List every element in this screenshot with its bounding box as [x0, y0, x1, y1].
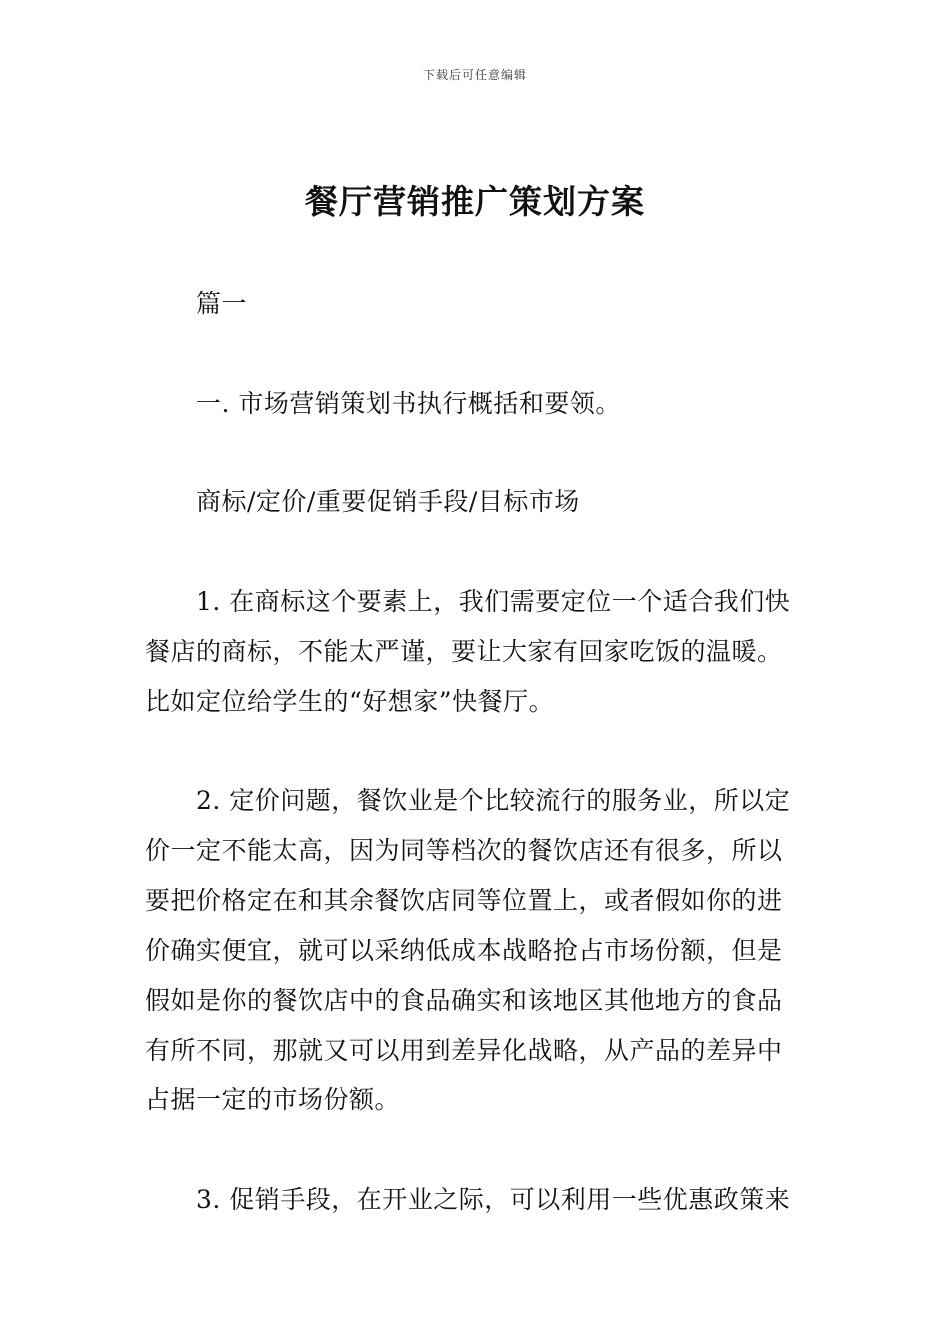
paragraph-line: 餐店的商标，不能太严谨，要让大家有回家吃饭的温暖。: [145, 637, 783, 666]
header-note: 下载后可任意编辑: [422, 68, 527, 82]
document-title: 餐厅营销推广策划方案: [305, 182, 645, 221]
paragraph-line: 价一定不能太高，因为同等档次的餐饮店还有很多，所以: [145, 836, 783, 865]
paragraph-line: 假如是你的餐饮店中的食品确实和该地区其他地方的食品: [145, 986, 783, 1015]
paragraph-line: 2. 定价问题，餐饮业是个比较流行的服务业，所以定: [196, 786, 791, 815]
paragraph-line: 要把价格定在和其余餐饮店同等位置上，或者假如你的进: [145, 886, 783, 915]
paragraph-line: 价确实便宜，就可以采纳低成本战略抢占市场份额，但是: [145, 936, 783, 965]
paragraph-line: 1. 在商标这个要素上，我们需要定位一个适合我们快: [196, 587, 791, 616]
section-label: 篇一: [196, 289, 248, 318]
paragraph-line: 3. 促销手段，在开业之际，可以利用一些优惠政策来: [196, 1185, 791, 1214]
paragraph-line: 占据一定的市场份额。: [145, 1085, 401, 1114]
paragraph-line: 有所不同，那就又可以用到差异化战略，从产品的差异中: [145, 1036, 783, 1065]
heading-one: 一. 市场营销策划书执行概括和要领。: [196, 389, 621, 418]
paragraph-line: 比如定位给学生的“好想家”快餐厅。: [145, 687, 555, 716]
subheading: 商标/定价/重要促销手段/目标市场: [196, 487, 580, 516]
